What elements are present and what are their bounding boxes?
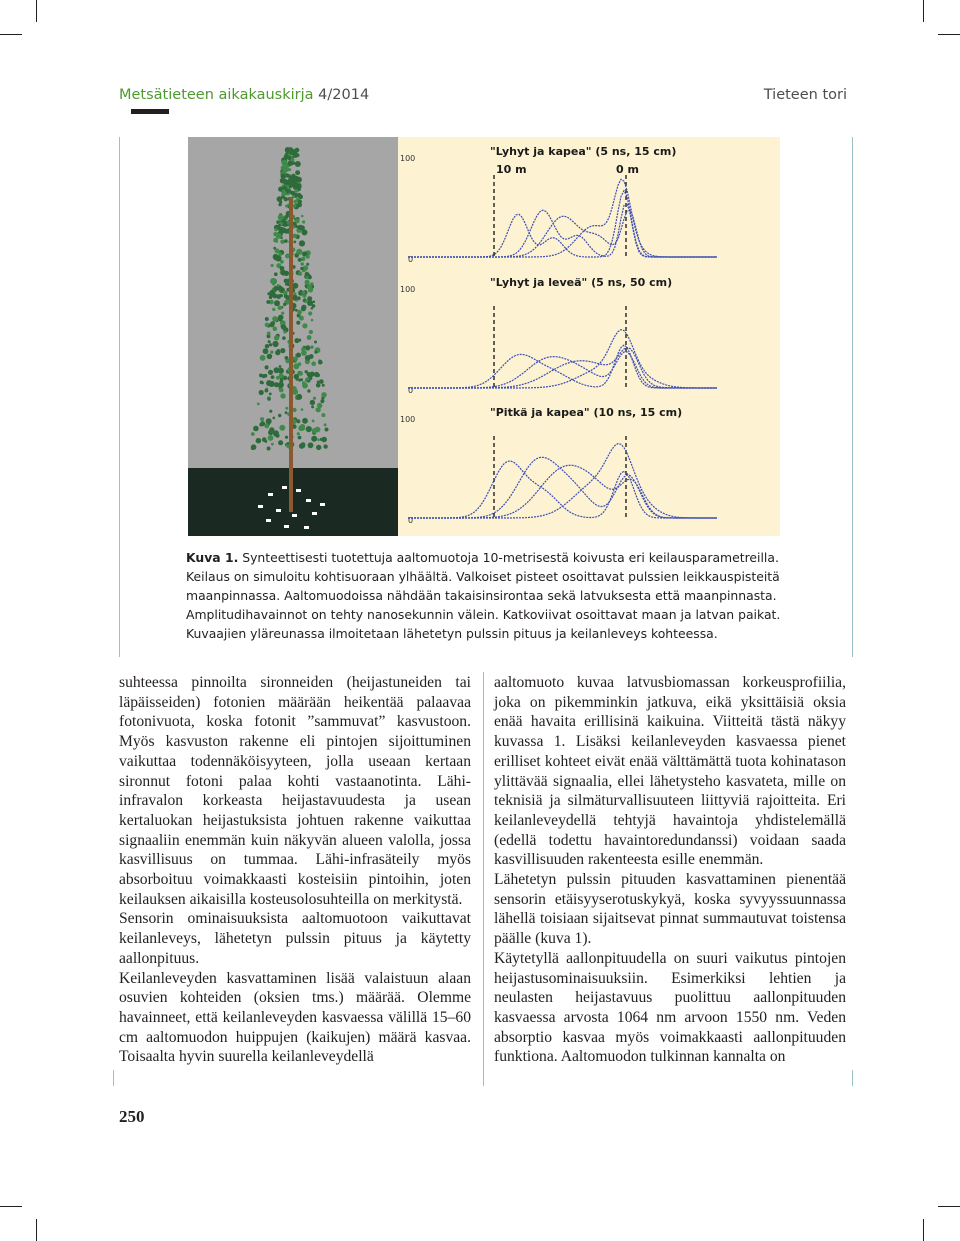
caption-label: Kuva 1.	[186, 550, 239, 565]
leaf-dot	[285, 411, 288, 414]
body-column-left	[119, 673, 471, 1067]
column-rule	[852, 1070, 853, 1086]
leaf-dot	[285, 283, 288, 286]
waveform-curve	[408, 444, 717, 518]
leaf-dot	[280, 294, 283, 297]
leaf-dot	[310, 282, 313, 285]
leaf-dot	[261, 355, 265, 359]
leaf-dot	[274, 286, 279, 291]
leaf-dot	[300, 262, 304, 266]
y-axis-tick-label: 0	[408, 255, 414, 264]
panel-title: "Pitkä ja kapea" (10 ns, 15 cm)	[490, 406, 683, 419]
caption-line: maanpinnassa. Aaltomuodoissa nähdään takaisinsirontaa sekä latvuksesta että maanpinnasta.	[186, 588, 777, 603]
leaf-dot	[312, 428, 317, 433]
leaf-dot	[268, 370, 273, 375]
leaf-dot	[275, 240, 278, 243]
leaf-dot	[302, 418, 308, 424]
leaf-dot	[287, 156, 291, 160]
leaf-dot	[314, 372, 319, 377]
leaf-dot	[307, 389, 310, 392]
leaf-dot	[278, 414, 281, 417]
page-number: 250	[119, 1107, 145, 1126]
section-title: Tieteen tori	[763, 87, 847, 103]
leaf-dot	[280, 240, 284, 244]
header-bar	[131, 109, 169, 114]
leaf-dot	[297, 184, 301, 188]
column-rule	[119, 137, 120, 657]
figure-caption	[186, 548, 786, 643]
leaf-dot	[321, 413, 325, 417]
paragraph: Käytetyllä aallonpituudella on suuri vaikutus pintojen heijastusominaisuuksiin. Esimerkiksi lehtien ja neulasten heijastavuus puolittuu aallonpituuden kasvaessa arvosta 1064 nm arvoon 1550 nm. Veden absorptio kasvaa myös voimakkaasti aallonpituuden funktiona. Aaltomuodon tulkinnan kannalta on	[494, 949, 846, 1066]
leaf-dot	[279, 425, 285, 431]
leaf-dot	[317, 381, 320, 384]
leaf-dot	[324, 423, 327, 426]
leaf-dot	[281, 312, 284, 315]
leaf-dot	[296, 394, 302, 400]
leaf-dot	[265, 365, 269, 369]
waveform-curve	[408, 330, 717, 388]
tree-illustration	[188, 137, 398, 536]
leaf-dot	[268, 435, 274, 441]
leaf-dot	[293, 304, 296, 307]
leaf-dot	[301, 347, 305, 351]
leaf-dot	[280, 260, 284, 264]
leaf-dot	[300, 424, 305, 429]
leaf-dot	[299, 240, 305, 246]
leaf-dot	[266, 300, 270, 304]
pulse-hit-dot	[284, 525, 289, 528]
leaf-dot	[283, 331, 286, 334]
panel-title: "Lyhyt ja kapea" (5 ns, 15 cm)	[490, 145, 677, 158]
paragraph: Lähetetyn pulssin pituuden kasvattaminen pienentää sensorin etäisyyserotuskykyä, koska syvyyssuunnassa lähellä toisiaan sijaitsevat pinnat summautuvat toistensa päälle (kuva 1).	[494, 871, 846, 948]
leaf-dot	[302, 291, 306, 295]
leaf-dot	[306, 426, 312, 432]
waveform-panel	[400, 406, 717, 525]
leaf-dot	[303, 324, 307, 328]
leaf-dot	[268, 398, 271, 401]
leaf-dot	[306, 276, 309, 279]
leaf-dot	[274, 228, 277, 231]
leaf-dot	[320, 399, 324, 403]
leaf-dot	[262, 437, 267, 442]
leaf-dot	[311, 307, 314, 310]
distance-label: 0 m	[616, 163, 639, 176]
leaf-dot	[267, 447, 271, 451]
distance-label: 10 m	[496, 163, 527, 176]
leaf-dot	[306, 255, 310, 259]
body-column-right	[494, 673, 846, 1067]
leaf-dot	[265, 317, 269, 321]
leaf-dot	[272, 341, 278, 347]
leaf-dot	[280, 393, 285, 398]
leaf-dot	[316, 445, 321, 450]
leaf-dot	[274, 272, 278, 276]
caption-line: Keilaus on simuloitu kohtisuoraan ylhäältä. Valkoiset pisteet osoittavat pulssien leikkauspisteitä	[186, 569, 780, 584]
waveform-curve	[408, 210, 717, 257]
pulse-hit-dot	[282, 486, 287, 489]
journal-name: Metsätieteen aikakauskirja	[119, 87, 314, 103]
leaf-dot	[268, 430, 273, 435]
leaf-dot	[305, 370, 308, 373]
crop-mark	[36, 0, 37, 22]
leaf-dot	[269, 393, 272, 396]
paragraph: suhteessa pinnoilta sironneiden (heijastuneiden tai läpäisseiden) fotonien määrään heikentää palaavaa fotonivuota, koska fotonit ”sammuvat” kasvustoon. Myös kasvuston rakenne eli pintojen sijoittuminen vaikuttaa todennäköisyyteen, jolla useaan kertaan sironnut fotoni palaa kohti vastaanotinta. Lähi-infravalon korkeasta heijastavuudesta ja usean kertaluokan heijastuksista johtuen rakenne vaikuttaa signaaliin enemmän kuin näkyvän alueen valolla, jossa kasvillisuus on tummaa. Lähi-infrasäteily myös absorboituu voimakkaasti kosteisiin pintoihin, joten keilauksen aikaisilla kosteusolosuhteilla on merkitystä.	[119, 674, 471, 908]
running-head	[119, 87, 847, 107]
leaf-dot	[259, 374, 263, 378]
column-rule	[852, 137, 853, 657]
leaf-dot	[268, 340, 271, 343]
leaf-dot	[274, 300, 280, 306]
leaf-dot	[278, 214, 284, 220]
leaf-dot	[281, 173, 287, 179]
leaf-dot	[317, 439, 320, 442]
leaf-dot	[321, 392, 326, 397]
waveform-curve	[408, 465, 717, 518]
leaf-dot	[305, 280, 310, 285]
leaf-dot	[302, 229, 308, 235]
leaf-dot	[281, 191, 286, 196]
leaf-dot	[314, 351, 317, 354]
leaf-dot	[278, 203, 281, 206]
pulse-hit-dot	[268, 493, 273, 496]
leaf-dot	[284, 294, 288, 298]
leaf-dot	[267, 354, 273, 360]
waveform-curve	[408, 352, 717, 388]
caption-line: Kuvaajien yläreunassa ilmoitetaan lähetetyn pulssin pituus ja keilanleveys kohteessa.	[186, 626, 718, 641]
leaf-dot	[259, 390, 264, 395]
leaf-dot	[322, 384, 325, 387]
leaf-dot	[265, 323, 269, 327]
leaf-dot	[296, 378, 299, 381]
caption-line: Amplitudihavainnot on tehty nanosekunnin välein. Katkoviivat osoittavat maan ja latvan paikat.	[186, 607, 781, 622]
crop-mark	[938, 1206, 960, 1207]
leaf-dot	[284, 239, 288, 243]
leaf-dot	[284, 271, 289, 276]
pulse-hit-dot	[320, 503, 325, 506]
leaf-dot	[260, 421, 265, 426]
leaf-dot	[301, 215, 304, 218]
leaf-dot	[278, 440, 283, 445]
leaf-dot	[310, 400, 315, 405]
leaf-dot	[270, 278, 276, 284]
leaf-dot	[311, 361, 316, 366]
leaf-dot	[285, 407, 288, 410]
leaf-dot	[298, 200, 302, 204]
caption-line	[186, 548, 786, 567]
crop-mark	[0, 34, 22, 35]
leaf-dot	[309, 354, 314, 359]
waveform-curve	[408, 203, 717, 257]
leaf-dot	[270, 290, 276, 296]
waveform-charts	[398, 137, 780, 536]
y-axis-tick-label: 0	[408, 516, 414, 525]
leaf-dot	[260, 381, 264, 385]
leaf-dot	[273, 417, 276, 420]
waveform-panel	[400, 145, 717, 264]
pulse-hit-dot	[296, 489, 301, 492]
leaf-dot	[309, 288, 313, 292]
waveform-curve	[408, 348, 717, 389]
leaf-dot	[297, 193, 301, 197]
leaf-dot	[293, 200, 297, 204]
pulse-hit-dot	[266, 519, 271, 522]
leaf-dot	[271, 375, 275, 379]
leaf-dot	[316, 383, 321, 388]
leaf-dot	[275, 350, 280, 355]
leaf-dot	[265, 389, 269, 393]
leaf-dot	[311, 405, 314, 408]
leaf-dot	[281, 160, 287, 166]
leaf-dot	[279, 365, 282, 368]
leaf-dot	[293, 204, 297, 208]
leaf-dot	[302, 220, 305, 223]
leaf-dot	[280, 348, 285, 353]
leaf-dot	[299, 316, 304, 321]
leaf-dot	[263, 348, 269, 354]
crop-mark	[0, 1206, 22, 1207]
leaf-dot	[295, 309, 298, 312]
journal-title	[119, 87, 369, 103]
leaf-dot	[264, 374, 268, 378]
leaf-dot	[310, 345, 313, 348]
leaf-dot	[298, 436, 302, 440]
leaf-dot	[296, 321, 300, 325]
leaf-dot	[285, 205, 288, 208]
leaf-dot	[311, 436, 317, 442]
pulse-hit-dot	[292, 514, 297, 517]
paragraph: Keilanleveyden kasvattaminen lisää valaistuun alaan osuvien kohteiden (oksien tms.) määrää. Olemme havainneet, että keilanleveyden kasvaessa välillä 15–60 cm aaltomuodon huippujen (kaikujen) määrä kasvaa. Toisaalta hyvin suurella keilanleveydellä	[119, 969, 471, 1066]
leaf-dot	[312, 420, 315, 423]
leaf-dot	[273, 327, 278, 332]
leaf-dot	[273, 430, 278, 435]
leaf-dot	[282, 336, 286, 340]
leaf-dot	[283, 303, 286, 306]
y-axis-tick-label: 0	[408, 386, 414, 395]
leaf-dot	[256, 438, 262, 444]
leaf-dot	[266, 380, 272, 386]
leaf-dot	[306, 263, 309, 266]
leaf-dot	[318, 360, 323, 365]
leaf-dot	[277, 284, 280, 287]
leaf-dot	[265, 344, 269, 348]
leaf-dot	[308, 311, 312, 315]
leaf-dot	[297, 432, 300, 435]
leaf-dot	[298, 258, 302, 262]
leaf-dot	[293, 234, 298, 239]
leaf-dot	[293, 241, 296, 244]
leaf-dot	[323, 444, 327, 448]
crop-mark	[923, 1219, 924, 1241]
leaf-dot	[271, 443, 274, 446]
leaf-dot	[311, 319, 314, 322]
leaf-dot	[292, 174, 296, 178]
leaf-dot	[279, 318, 282, 321]
leaf-dot	[272, 308, 275, 311]
leaf-dot	[320, 438, 323, 441]
leaf-dot	[279, 388, 284, 393]
leaf-dot	[302, 383, 308, 389]
leaf-dot	[292, 283, 298, 289]
figure-1	[188, 137, 780, 536]
leaf-dot	[301, 305, 306, 310]
leaf-dot	[316, 407, 321, 412]
column-rule	[483, 672, 484, 1086]
leaf-dot	[260, 417, 264, 421]
leaf-dot	[295, 163, 298, 166]
leaf-dot	[278, 368, 284, 374]
pulse-hit-dot	[276, 509, 281, 512]
leaf-dot	[251, 432, 255, 436]
crop-mark	[938, 34, 960, 35]
pulse-hit-dot	[312, 512, 317, 515]
paragraph: aaltomuoto kuvaa latvusbiomassan korkeusprofiilia, joka on pikemminkin jatkuva, eikä yksittäisiä oksia enää havaita erillisinä kaikuina. Viitteitä tästä näkyy kuvassa 1. Lisäksi keilanleveyden kasvaessa pienet erilliset kohteet eivät enää välttämättä tuota kohinatason ylittävää signaalia, ellei lähetysteho kasvateta, mille on teknisiä ja silmäturvallisuuteen liittyviä rajoitteita. Eri keilanleveydellä tehtyjä havaintoja yhdistelemällä (edellä todettu havaintoredundanssi) voidaan saada kasvillisuuden rakenteesta esille enemmän.	[494, 674, 846, 869]
y-axis-tick-label: 100	[400, 285, 416, 294]
leaf-dot	[293, 363, 299, 369]
leaf-dot	[277, 226, 281, 230]
pulse-hit-dot	[304, 526, 309, 529]
leaf-dot	[296, 249, 302, 255]
leaf-dot	[307, 380, 310, 383]
leaf-dot	[267, 332, 271, 336]
leaf-dot	[257, 403, 260, 406]
column-rule	[113, 1070, 114, 1086]
pulse-hit-dot	[258, 505, 263, 508]
leaf-dot	[270, 350, 273, 353]
leaf-dot	[314, 341, 317, 344]
waveform-curve	[408, 345, 717, 388]
leaf-dot	[298, 272, 302, 276]
waveform-curve	[408, 457, 717, 518]
leaf-dot	[285, 436, 288, 439]
leaf-dot	[280, 266, 285, 271]
leaf-dot	[301, 408, 304, 411]
waveform-panel	[400, 276, 717, 395]
leaf-dot	[281, 324, 286, 329]
leaf-dot	[278, 306, 282, 310]
leaf-dot	[288, 160, 294, 166]
leaf-dot	[276, 376, 280, 380]
leaf-dot	[297, 310, 302, 315]
leaf-dot	[278, 382, 284, 388]
panel-title: "Lyhyt ja leveä" (5 ns, 50 cm)	[490, 276, 673, 289]
leaf-dot	[251, 444, 257, 450]
caption-text: Synteettisesti tuotettuja aaltomuotoja 10-metrisestä koivusta eri keilausparametreilla.	[238, 550, 779, 565]
leaf-dot	[285, 356, 289, 360]
waveform-curve	[408, 191, 717, 257]
leaf-dot	[305, 300, 308, 303]
leaf-dot	[298, 371, 303, 376]
leaf-dot	[269, 410, 272, 413]
y-axis-tick-label: 100	[400, 415, 416, 424]
leaf-dot	[325, 428, 329, 432]
leaf-dot	[293, 292, 296, 295]
pulse-hit-dot	[306, 499, 311, 502]
leaf-dot	[272, 316, 278, 322]
paragraph: Sensorin ominaisuuksista aaltomuotoon vaikuttavat keilanleveys, lähetetyn pulssin pituus ja käytetty aallonpituus.	[119, 910, 471, 967]
leaf-dot	[300, 267, 304, 271]
leaf-dot	[309, 330, 313, 334]
leaf-dot	[297, 171, 300, 174]
leaf-dot	[320, 380, 324, 384]
leaf-dot	[305, 345, 310, 350]
leaf-dot	[253, 426, 259, 432]
leaf-dot	[294, 338, 299, 343]
leaf-dot	[293, 356, 298, 361]
journal-issue: 4/2014	[318, 87, 370, 103]
leaf-dot	[313, 301, 316, 304]
y-axis-tick-label: 100	[400, 154, 416, 163]
leaf-dot	[276, 233, 282, 239]
crop-mark	[923, 0, 924, 22]
leaf-dot	[296, 153, 300, 157]
leaf-dot	[274, 335, 279, 340]
leaf-dot	[297, 296, 301, 300]
leaf-dot	[285, 215, 288, 218]
leaf-dot	[269, 343, 272, 346]
leaf-dot	[307, 335, 312, 340]
leaf-dot	[264, 424, 269, 429]
crop-mark	[36, 1219, 37, 1241]
leaf-dot	[291, 150, 294, 153]
leaf-dot	[300, 378, 303, 381]
leaf-dot	[284, 167, 289, 172]
leaf-dot	[308, 442, 314, 448]
leaf-dot	[271, 264, 274, 267]
leaf-dot	[287, 442, 290, 445]
leaf-dot	[301, 442, 306, 447]
leaf-dot	[313, 397, 316, 400]
leaf-dot	[271, 321, 275, 325]
